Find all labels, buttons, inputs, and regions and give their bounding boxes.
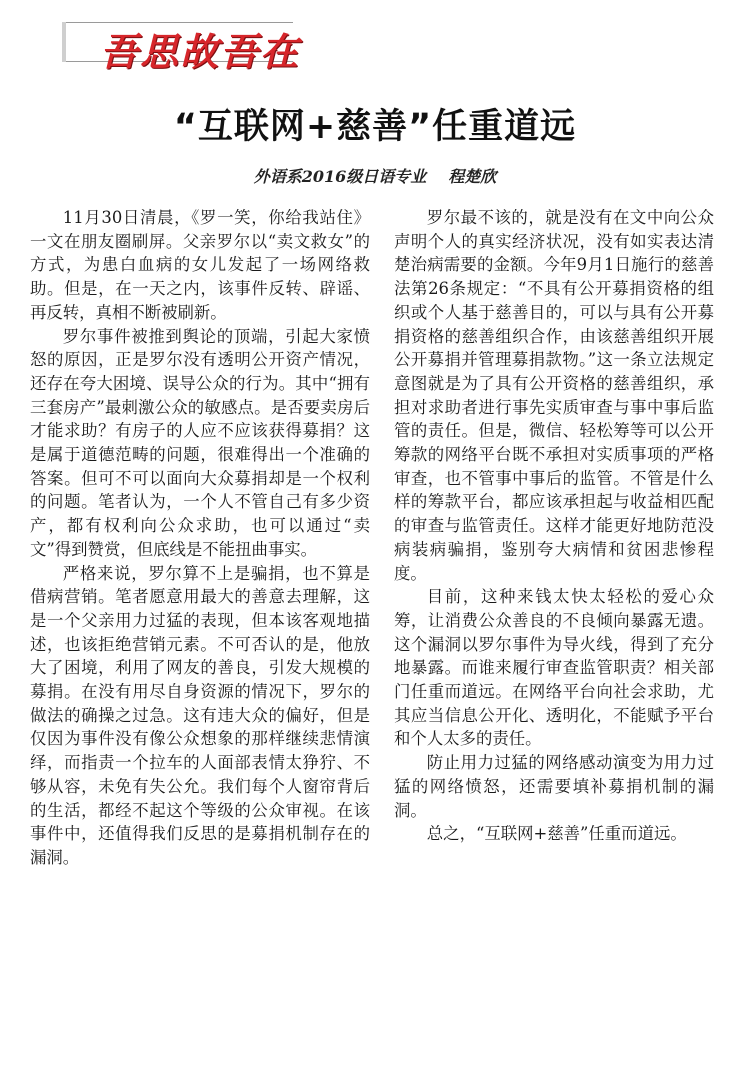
article-paragraph: 罗尔最不该的，就是没有在文中向公众声明个人的真实经济状况，没有如实表达清楚治病需要的金额。今年9月1日施行的慈善法第26条规定：“不具有公开募捐资格的组织或个人基于慈善目的，可以与具有公开募捐资格的慈善组织合作，由该慈善组织开展公开募捐并管理募捐款物。”这一条立法规定意图就是为了具有公开资格的慈善组织，承担对求助者进行事先实质审查与事中事后监管的责任。但是，微信、轻松筹等可以公开筹款的网络平台既不承担对实质事项的严格审查，也不管事中事后的监管。不管是什么样的筹款平台，都应该承担起与收益相匹配的审查与监管责任。这样才能更好地防范没病装病骗捐，鉴别夸大病情和贫困悲惨程度。 bbox=[394, 208, 714, 583]
article-paragraph: 严格来说，罗尔算不上是骗捐，也不算是借病营销。笔者愿意用最大的善意去理解，这是一个父亲用力过猛的表现，但本该客观地描述，也该拒绝营销元素。不可否认的是，他放大了困境，利用了网友的善良，引发大规模的募捐。在没有用尽自身资源的情况下，罗尔的做法的确操之过急。这有违大众的偏好，但是仅因为事件没有像公众想象的那样继续悲情演绎，而指责一个拉车的人面部表情太狰狞、不够从容，未免有失公允。我们每个人窗帘背后的生活，都经不起这个等级的公众审视。在该事件中，还值得我们反思的是募捐机制存在的漏洞。 bbox=[30, 563, 370, 867]
article-paragraph: 11月30日清晨，《罗一笑，你给我站住》一文在朋友圈刷屏。父亲罗尔以“卖文救女”的方式，为患白血病的女儿发起了一场网络救助。但是，在一天之内，该事件反转、辟谣、再反转，真相不断被刷新。 bbox=[30, 208, 370, 322]
article-column-left bbox=[30, 206, 370, 870]
section-title: 吾思故吾在 bbox=[100, 30, 301, 74]
article-paragraph: 目前，这种来钱太快太轻松的爱心众筹，让消费公众善良的不良倾向暴露无遗。这个漏洞以罗尔事件为导火线，得到了充分地暴露。而谁来履行审查监管职责？相关部门任重而道远。在网络平台向社会求助，尤其应当信息公开化、透明化，不能赋予平台和个人太多的责任。 bbox=[394, 587, 714, 749]
byline bbox=[0, 166, 750, 188]
byline-author: 程楚欣 bbox=[448, 167, 497, 186]
article-column-right bbox=[394, 206, 714, 846]
article-paragraph: 总之，“互联网+慈善”任重而道远。 bbox=[426, 824, 687, 844]
article-paragraph: 防止用力过猛的网络感动演变为用力过猛的网络愤怒，还需要填补募捐机制的漏洞。 bbox=[394, 753, 714, 820]
article-paragraph: 罗尔事件被推到舆论的顶端，引起大家愤怒的原因，正是罗尔没有透明公开资产情况，还存在夸大困境、误导公众的行为。其中“拥有三套房产”最刺激公众的敏感点。是否要卖房后才能求助？有房子的人应不应该获得募捐？这是属于道德范畴的问题，很难得出一个准确的答案。但可不可以面向大众募捐却是一个权利的问题。笔者认为，一个人不管自己有多少资产，都有权利向公众求助，也可以通过“卖文”得到赞赏，但底线是不能扭曲事实。 bbox=[30, 326, 370, 559]
byline-department: 外语系2016级日语专业 bbox=[253, 167, 427, 186]
article-headline: “互联网+慈善”任重道远 bbox=[173, 107, 577, 147]
